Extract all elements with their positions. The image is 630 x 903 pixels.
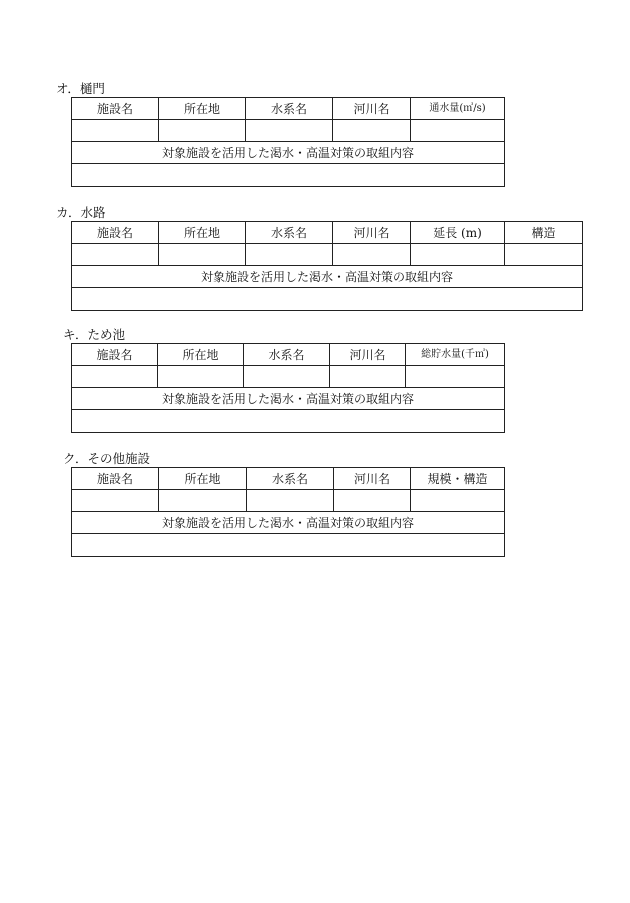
header-water-system: 水系名 <box>246 98 333 120</box>
content-cell[interactable] <box>72 288 583 311</box>
content-label: 対象施設を活用した渇水・高温対策の取組内容 <box>72 388 505 410</box>
cell-water-system[interactable] <box>244 366 330 388</box>
content-label: 対象施設を活用した渇水・高温対策の取組内容 <box>72 266 583 288</box>
facility-table <box>71 467 505 557</box>
header-location: 所在地 <box>158 344 244 366</box>
header-facility-name: 施設名 <box>72 468 159 490</box>
cell-river-name[interactable] <box>330 366 406 388</box>
cell-water-system[interactable] <box>246 244 333 266</box>
header-structure: 構造 <box>505 222 583 244</box>
content-cell[interactable] <box>72 534 505 557</box>
cell-facility-name[interactable] <box>72 490 159 512</box>
cell-location[interactable] <box>159 244 246 266</box>
cell-facility-name[interactable] <box>72 366 158 388</box>
cell-water-system[interactable] <box>246 120 333 142</box>
section-title: オ．樋門 <box>56 81 105 96</box>
cell-river-name[interactable] <box>334 490 411 512</box>
cell-facility-name[interactable] <box>72 244 159 266</box>
cell-river-name[interactable] <box>333 120 411 142</box>
cell-length[interactable] <box>411 244 505 266</box>
header-water-system: 水系名 <box>247 468 334 490</box>
header-river-name: 河川名 <box>333 98 411 120</box>
header-length: 延長 (m) <box>411 222 505 244</box>
cell-flow-rate[interactable] <box>411 120 505 142</box>
header-scale-structure: 規模・構造 <box>411 468 505 490</box>
content-label: 対象施設を活用した渇水・高温対策の取組内容 <box>72 512 505 534</box>
facility-table <box>71 221 583 311</box>
section-title: カ．水路 <box>56 205 106 220</box>
header-river-name: 河川名 <box>334 468 411 490</box>
cell-river-name[interactable] <box>333 244 411 266</box>
header-water-system: 水系名 <box>244 344 330 366</box>
content-cell[interactable] <box>72 164 505 187</box>
cell-location[interactable] <box>159 120 246 142</box>
content-cell[interactable] <box>72 410 505 433</box>
header-flow-rate: 通水量(㎥/s) <box>411 98 505 120</box>
header-water-system: 水系名 <box>246 222 333 244</box>
header-river-name: 河川名 <box>333 222 411 244</box>
cell-location[interactable] <box>158 366 244 388</box>
cell-facility-name[interactable] <box>72 120 159 142</box>
header-facility-name: 施設名 <box>72 344 158 366</box>
cell-total-storage[interactable] <box>406 366 505 388</box>
header-facility-name: 施設名 <box>72 98 159 120</box>
header-river-name: 河川名 <box>330 344 406 366</box>
content-label: 対象施設を活用した渇水・高温対策の取組内容 <box>72 142 505 164</box>
header-location: 所在地 <box>159 222 246 244</box>
header-total-storage: 総貯水量(千㎥) <box>406 344 505 366</box>
facility-table <box>71 343 505 433</box>
section-title: ク．その他施設 <box>63 451 151 466</box>
cell-structure[interactable] <box>505 244 583 266</box>
cell-water-system[interactable] <box>247 490 334 512</box>
cell-location[interactable] <box>159 490 247 512</box>
cell-scale-structure[interactable] <box>411 490 505 512</box>
facility-table <box>71 97 505 187</box>
header-location: 所在地 <box>159 98 246 120</box>
header-location: 所在地 <box>159 468 247 490</box>
section-title: キ．ため池 <box>63 327 126 342</box>
header-facility-name: 施設名 <box>72 222 159 244</box>
